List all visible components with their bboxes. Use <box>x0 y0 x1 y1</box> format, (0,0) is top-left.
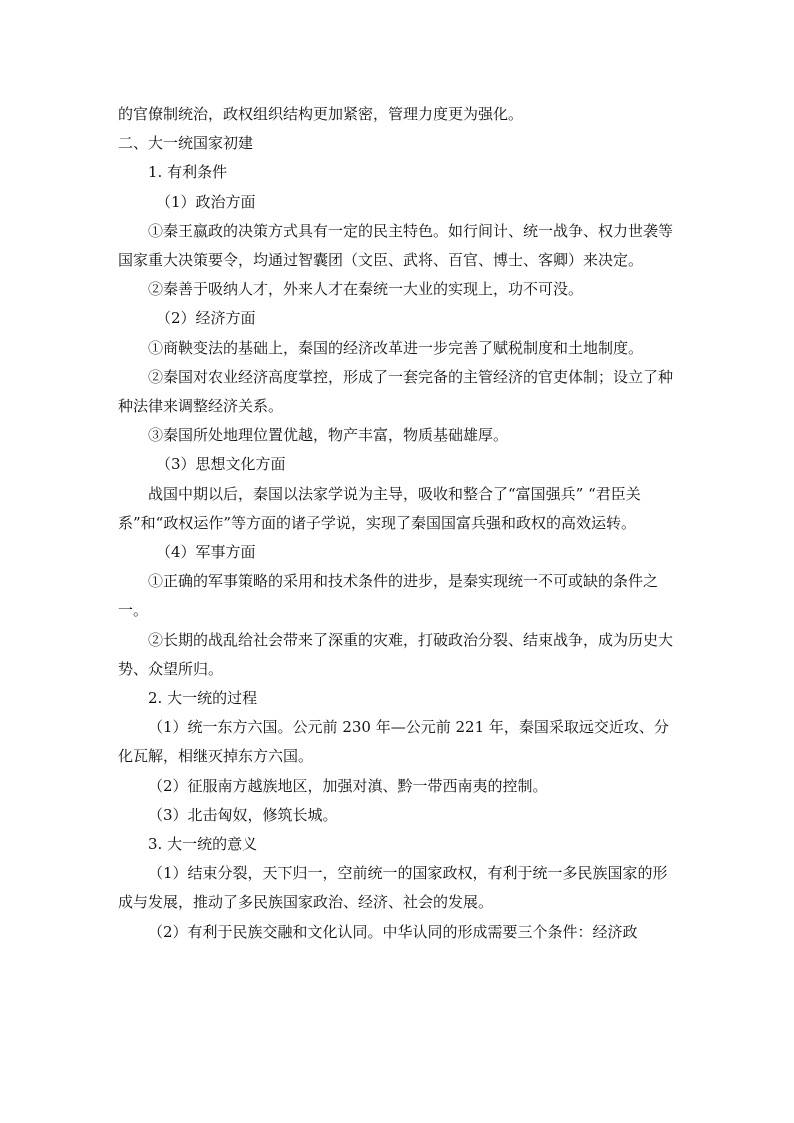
paragraph: （1）统一东方六国。公元前 230 年—公元前 221 年，秦国采取远交近攻、分化瓦解，相继灭掉东方六国。 <box>118 718 669 766</box>
paragraph: ③秦国所处地理位置优越，物产丰富，物质基础雄厚。 <box>148 426 509 445</box>
subsection-heading: 3. 大一统的意义 <box>148 835 258 854</box>
paragraph: 的官僚制统治，政权组织结构更加紧密，管理力度更为强化。 <box>118 105 524 123</box>
subsection-heading: （3）思想文化方面 <box>156 455 286 474</box>
paragraph: ①商鞅变法的基础上，秦国的经济改革进一步完善了赋税制度和土地制度。 <box>148 338 644 357</box>
subsection-heading: 1. 有利条件 <box>148 163 228 182</box>
paragraph: （2）征服南方越族地区，加强对滇、黔一带西南夷的控制。 <box>148 776 548 795</box>
paragraph: （3）北击匈奴，修筑长城。 <box>148 805 338 824</box>
paragraph: （1）结束分裂，天下归一，空前统一的国家政权，有利于统一多民族国家的形成与发展，推动了多民族国家政治、经济、社会的发展。 <box>118 864 668 912</box>
section-heading: 二、大一统国家初建 <box>118 134 254 153</box>
paragraph: ①正确的军事策略的采用和技术条件的进步，是秦实现统一不可或缺的条件之一。 <box>118 572 659 620</box>
paragraph: ②秦善于吸纳人才，外来人才在秦统一大业的实现上，功不可没。 <box>148 280 584 299</box>
subsection-heading: （1）政治方面 <box>156 192 256 211</box>
paragraph: 战国中期以后，秦国以法家学说为主导，吸收和整合了“富国强兵” “君臣关系”和“政权运作”等方面的诸子学说，实现了秦国国富兵强和政权的高效运转。 <box>118 484 641 532</box>
paragraph: ②长期的战乱给社会带来了深重的灾难，打破政治分裂、结束战争，成为历史大势、众望所归。 <box>118 630 674 678</box>
paragraph: （2）有利于民族交融和文化认同。中华认同的形成需要三个条件：经济政 <box>148 922 638 941</box>
paragraph: ②秦国对农业经济高度掌控，形成了一套完备的主管经济的官吏体制；设立了种种法律来调整经济关系。 <box>118 367 674 416</box>
document-body <box>118 100 678 947</box>
subsection-heading: 2. 大一统的过程 <box>148 689 258 708</box>
paragraph: ①秦王嬴政的决策方式具有一定的民主特色。如行间计、统一战争、权力世袭等国家重大决策要令，均通过智囊团（文臣、武将、百官、博士、客卿）来决定。 <box>118 221 674 270</box>
subsection-heading: （2）经济方面 <box>156 309 256 328</box>
subsection-heading: （4）军事方面 <box>156 543 256 562</box>
